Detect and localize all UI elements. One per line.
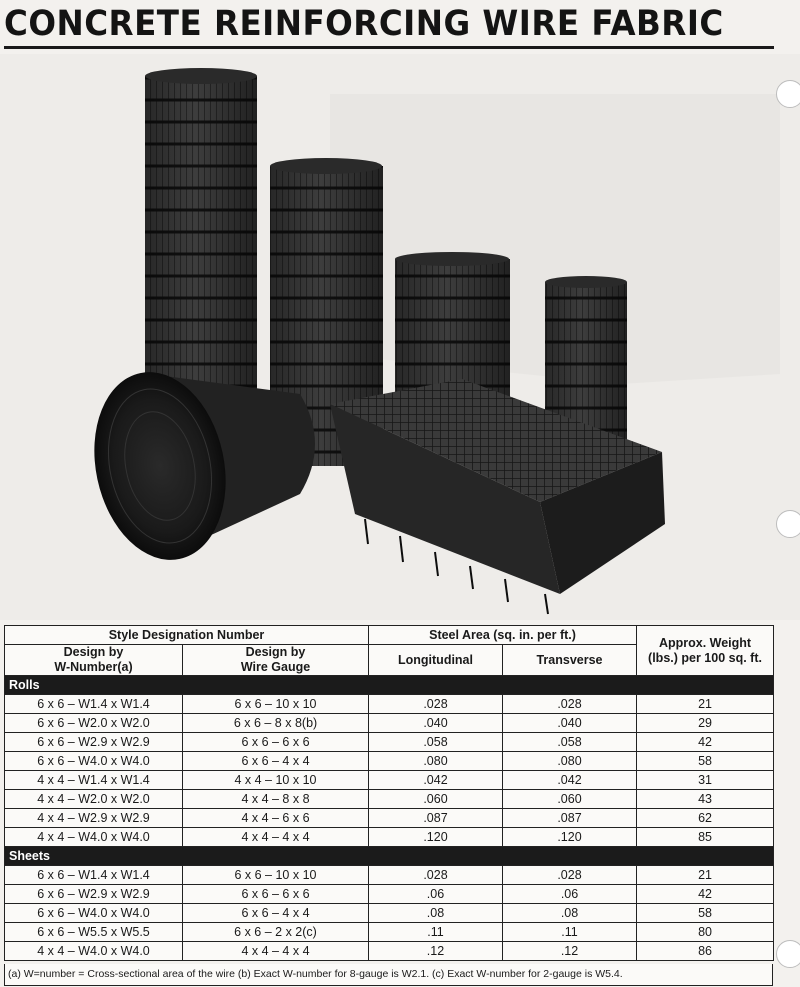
- transverse-cell: .087: [503, 809, 637, 828]
- table-row: [5, 809, 774, 828]
- longitudinal-cell: .120: [369, 828, 503, 847]
- weight-cell: 80: [637, 923, 774, 942]
- wire-gauge-header: Design by Wire Gauge: [183, 645, 369, 676]
- longitudinal-cell: .028: [369, 695, 503, 714]
- transverse-cell: .080: [503, 752, 637, 771]
- wire-gauge-cell: 4 x 4 – 8 x 8: [183, 790, 369, 809]
- binder-hole: [776, 510, 800, 538]
- transverse-header: Transverse: [503, 645, 637, 676]
- w-number-cell: 6 x 6 – W2.0 x W2.0: [5, 714, 183, 733]
- transverse-cell: .08: [503, 904, 637, 923]
- weight-cell: 58: [637, 904, 774, 923]
- table-row: [5, 923, 774, 942]
- table-row: [5, 771, 774, 790]
- weight-cell: 42: [637, 733, 774, 752]
- table-row: [5, 828, 774, 847]
- transverse-cell: .028: [503, 866, 637, 885]
- longitudinal-cell: .028: [369, 866, 503, 885]
- page-title: CONCRETE REINFORCING WIRE FABRIC: [4, 4, 724, 44]
- wire-gauge-cell: 4 x 4 – 6 x 6: [183, 809, 369, 828]
- transverse-cell: .058: [503, 733, 637, 752]
- weight-cell: 58: [637, 752, 774, 771]
- style-designation-header: Style Designation Number: [5, 626, 369, 645]
- wire-gauge-cell: 4 x 4 – 4 x 4: [183, 942, 369, 961]
- w-number-cell: 4 x 4 – W4.0 x W4.0: [5, 828, 183, 847]
- table-row: [5, 695, 774, 714]
- longitudinal-cell: .080: [369, 752, 503, 771]
- weight-cell: 29: [637, 714, 774, 733]
- w-number-cell: 6 x 6 – W2.9 x W2.9: [5, 885, 183, 904]
- wire-gauge-cell: 6 x 6 – 10 x 10: [183, 866, 369, 885]
- transverse-cell: .120: [503, 828, 637, 847]
- footnote: (a) W=number = Cross-sectional area of the wire (b) Exact W-number for 8-gauge is W2.1. (c) Exact W-number for 2-gauge is W5.4.: [4, 964, 773, 986]
- section-label: Sheets: [5, 847, 774, 866]
- longitudinal-cell: .042: [369, 771, 503, 790]
- table-row: [5, 714, 774, 733]
- weight-cell: 42: [637, 885, 774, 904]
- longitudinal-cell: .08: [369, 904, 503, 923]
- wire-fabric-photo: [0, 54, 800, 620]
- transverse-cell: .028: [503, 695, 637, 714]
- w-number-cell: 4 x 4 – W2.0 x W2.0: [5, 790, 183, 809]
- w-number-cell: 6 x 6 – W2.9 x W2.9: [5, 733, 183, 752]
- w-number-cell: 4 x 4 – W1.4 x W1.4: [5, 771, 183, 790]
- transverse-cell: .06: [503, 885, 637, 904]
- wire-gauge-cell: 6 x 6 – 4 x 4: [183, 904, 369, 923]
- binder-hole: [776, 940, 800, 968]
- weight-cell: 85: [637, 828, 774, 847]
- transverse-cell: .040: [503, 714, 637, 733]
- title-rule: [4, 46, 774, 49]
- binder-hole: [776, 80, 800, 108]
- transverse-cell: .11: [503, 923, 637, 942]
- longitudinal-cell: .12: [369, 942, 503, 961]
- table-row: [5, 904, 774, 923]
- weight-cell: 62: [637, 809, 774, 828]
- w-number-cell: 6 x 6 – W5.5 x W5.5: [5, 923, 183, 942]
- w-number-cell: 6 x 6 – W4.0 x W4.0: [5, 752, 183, 771]
- wire-gauge-cell: 6 x 6 – 4 x 4: [183, 752, 369, 771]
- weight-cell: 43: [637, 790, 774, 809]
- longitudinal-cell: .040: [369, 714, 503, 733]
- wire-gauge-cell: 6 x 6 – 8 x 8(b): [183, 714, 369, 733]
- section-row: [5, 847, 774, 866]
- w-number-cell: 6 x 6 – W1.4 x W1.4: [5, 695, 183, 714]
- w-number-cell: 6 x 6 – W4.0 x W4.0: [5, 904, 183, 923]
- table-row: [5, 733, 774, 752]
- header-row-1: [5, 626, 774, 645]
- table-row: [5, 866, 774, 885]
- transverse-cell: .12: [503, 942, 637, 961]
- section-label: Rolls: [5, 676, 774, 695]
- weight-cell: 21: [637, 695, 774, 714]
- table-row: [5, 752, 774, 771]
- weight-cell: 21: [637, 866, 774, 885]
- wire-gauge-cell: 6 x 6 – 10 x 10: [183, 695, 369, 714]
- longitudinal-cell: .06: [369, 885, 503, 904]
- wire-fabric-spec-table: [4, 625, 774, 961]
- weight-cell: 31: [637, 771, 774, 790]
- longitudinal-cell: .087: [369, 809, 503, 828]
- longitudinal-cell: .11: [369, 923, 503, 942]
- transverse-cell: .060: [503, 790, 637, 809]
- transverse-cell: .042: [503, 771, 637, 790]
- wire-gauge-cell: 6 x 6 – 2 x 2(c): [183, 923, 369, 942]
- table-row: [5, 790, 774, 809]
- table-row: [5, 942, 774, 961]
- w-number-cell: 4 x 4 – W4.0 x W4.0: [5, 942, 183, 961]
- longitudinal-cell: .058: [369, 733, 503, 752]
- w-number-cell: 4 x 4 – W2.9 x W2.9: [5, 809, 183, 828]
- steel-area-header: Steel Area (sq. in. per ft.): [369, 626, 637, 645]
- weight-header: Approx. Weight (lbs.) per 100 sq. ft.: [637, 626, 774, 676]
- table-row: [5, 885, 774, 904]
- wire-gauge-cell: 4 x 4 – 10 x 10: [183, 771, 369, 790]
- longitudinal-cell: .060: [369, 790, 503, 809]
- w-number-header: Design by W-Number(a): [5, 645, 183, 676]
- tall-roll: [145, 68, 257, 426]
- wire-gauge-cell: 6 x 6 – 6 x 6: [183, 733, 369, 752]
- weight-cell: 86: [637, 942, 774, 961]
- w-number-cell: 6 x 6 – W1.4 x W1.4: [5, 866, 183, 885]
- longitudinal-header: Longitudinal: [369, 645, 503, 676]
- wire-gauge-cell: 6 x 6 – 6 x 6: [183, 885, 369, 904]
- section-row: [5, 676, 774, 695]
- wire-gauge-cell: 4 x 4 – 4 x 4: [183, 828, 369, 847]
